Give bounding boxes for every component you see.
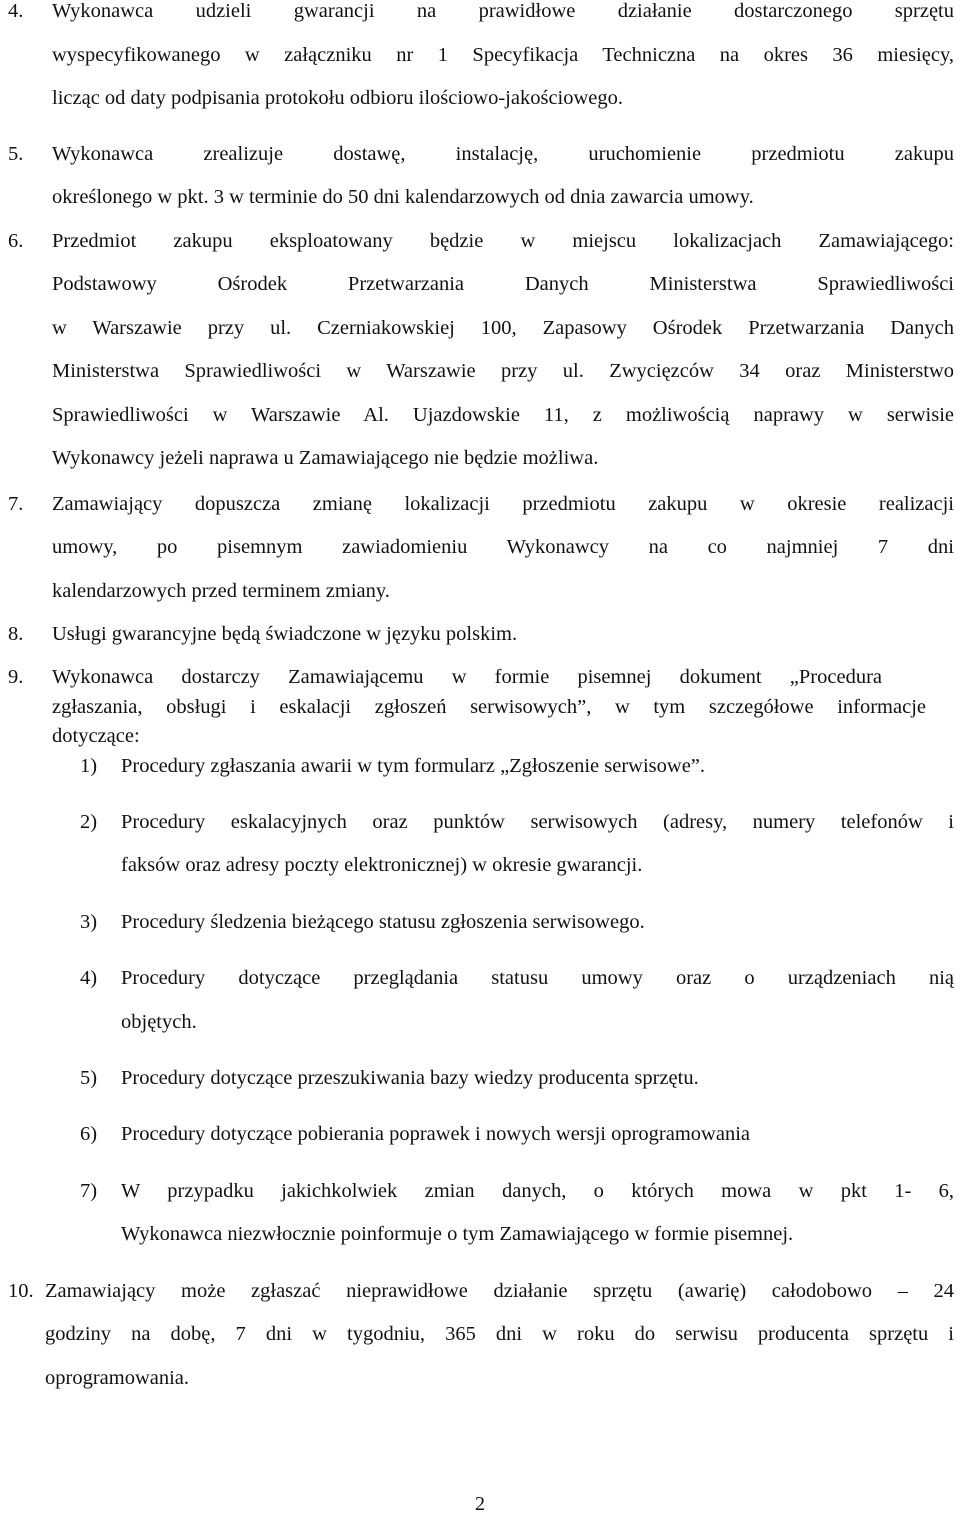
item-text-line: Podstawowy Ośrodek Przetwarzania Danych Ministerstwa Sprawiedliwości (52, 273, 954, 295)
item-text-line: Wykonawca zrealizuje dostawę, instalację, uruchomienie przedmiotu zakupu (52, 143, 954, 165)
sub-item-number: 2) (80, 811, 98, 833)
sub-item-number: 1) (80, 755, 98, 777)
item-text-line: wyspecyfikowanego w załączniku nr 1 Specyfikacja Techniczna na okres 36 miesięcy, (52, 44, 954, 66)
item-text-line: Wykonawcy jeżeli naprawa u Zamawiającego nie będzie możliwa. (52, 447, 599, 469)
item-text-line: dotyczące: (52, 725, 140, 747)
sub-item-number: 4) (80, 967, 98, 989)
sub-item-text-line: W przypadku jakichkolwiek zmian danych, o których mowa w pkt 1- 6, (121, 1180, 954, 1202)
item-text-line: Wykonawca udzieli gwarancji na prawidłowe działanie dostarczonego sprzętu (52, 0, 954, 22)
item-number: 10. (8, 1280, 34, 1302)
item-text-line: umowy, po pisemnym zawiadomieniu Wykonawcy na co najmniej 7 dni (52, 536, 954, 558)
item-number: 9. (8, 666, 24, 688)
sub-item-text-line: Procedury śledzenia bieżącego statusu zgłoszenia serwisowego. (121, 911, 645, 933)
sub-item-text-line: Procedury zgłaszania awarii w tym formularz „Zgłoszenie serwisowe”. (121, 755, 706, 777)
sub-item-number: 7) (80, 1180, 98, 1202)
item-text-line: kalendarzowych przed terminem zmiany. (52, 580, 390, 602)
item-text-line: Przedmiot zakupu eksploatowany będzie w miejscu lokalizacjach Zamawiającego: (52, 230, 954, 252)
sub-item-number: 5) (80, 1067, 98, 1089)
sub-item-text-line: Procedury eskalacyjnych oraz punktów serwisowych (adresy, numery telefonów i (121, 811, 954, 833)
sub-item-text-line: faksów oraz adresy poczty elektronicznej) w okresie gwarancji. (121, 854, 643, 876)
item-text-line: określonego w pkt. 3 w terminie do 50 dni kalendarzowych od dnia zawarcia umowy. (52, 186, 754, 208)
item-text-line: Ministerstwa Sprawiedliwości w Warszawie przy ul. Zwycięzców 34 oraz Ministerstwo (52, 360, 954, 382)
item-number: 4. (8, 0, 24, 22)
item-text-line: Zamawiający może zgłaszać nieprawidłowe działanie sprzętu (awarię) całodobowo – 24 (45, 1280, 954, 1302)
item-text-line: w Warszawie przy ul. Czerniakowskiej 100, Zapasowy Ośrodek Przetwarzania Danych (52, 317, 954, 339)
sub-item-text-line: Procedury dotyczące przeglądania statusu umowy oraz o urządzeniach nią (121, 967, 954, 989)
sub-item-number: 3) (80, 911, 98, 933)
sub-item-text-line: objętych. (121, 1011, 197, 1033)
sub-item-text-line: Wykonawca niezwłocznie poinformuje o tym Zamawiającego w formie pisemnej. (121, 1223, 794, 1245)
item-text-line: licząc od daty podpisania protokołu odbioru ilościowo-jakościowego. (52, 87, 624, 109)
item-text-line: oprogramowania. (45, 1367, 190, 1389)
page-number: 2 (475, 1493, 485, 1515)
item-number: 6. (8, 230, 24, 252)
sub-item-text-line: Procedury dotyczące pobierania poprawek i nowych wersji oprogramowania (121, 1123, 751, 1145)
item-text-line: Sprawiedliwości w Warszawie Al. Ujazdowskie 11, z możliwością naprawy w serwisie (52, 404, 954, 426)
item-number: 5. (8, 143, 24, 165)
sub-item-text-line: Procedury dotyczące przeszukiwania bazy wiedzy producenta sprzętu. (121, 1067, 699, 1089)
item-text-line: zgłaszania, obsługi i eskalacji zgłoszeń serwisowych”, w tym szczegółowe informacje (52, 696, 926, 718)
item-number: 7. (8, 493, 24, 515)
sub-item-number: 6) (80, 1123, 98, 1145)
item-text-line: Wykonawca dostarczy Zamawiającemu w formie pisemnej dokument „Procedura (52, 666, 882, 688)
item-number: 8. (8, 623, 24, 645)
item-text-line: Usługi gwarancyjne będą świadczone w języku polskim. (52, 623, 518, 645)
item-text-line: Zamawiający dopuszcza zmianę lokalizacji przedmiotu zakupu w okresie realizacji (52, 493, 954, 515)
item-text-line: godziny na dobę, 7 dni w tygodniu, 365 dni w roku do serwisu producenta sprzętu i (45, 1323, 954, 1345)
